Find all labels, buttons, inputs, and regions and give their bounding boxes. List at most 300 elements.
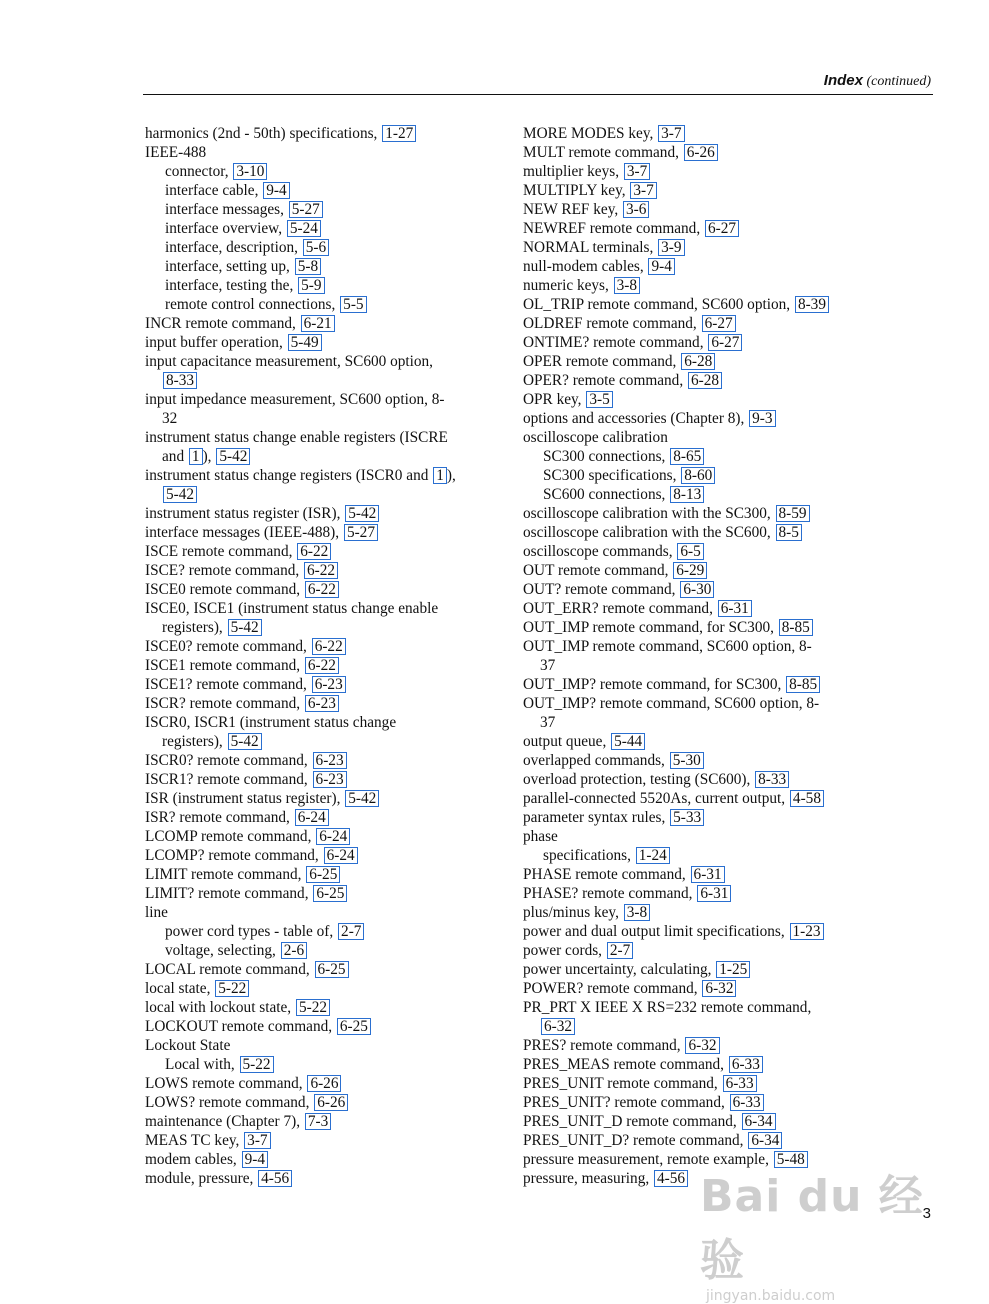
index-entry (523, 409, 873, 428)
page-reference-link[interactable]: 1-23 (790, 923, 824, 940)
index-entry-text: pressure, measuring, (523, 1170, 650, 1187)
page-reference-link[interactable]: 6-31 (718, 600, 752, 617)
index-entry-text: interface, setting up, (165, 258, 290, 275)
index-entry-text: LOCKOUT remote command, (145, 1018, 333, 1035)
watermark-logo: Bai du 经验 (700, 1171, 924, 1286)
index-entry-text: parallel-connected 5520As, current output, (523, 790, 786, 807)
page-reference-link[interactable]: 5-5 (340, 296, 366, 313)
index-entry-text: OUT_IMP? remote command, for SC300, (523, 676, 782, 693)
index-entry-text: output queue, (523, 733, 607, 750)
index-entry-text: local with lockout state, (145, 999, 292, 1016)
page-reference-link[interactable]: 6-34 (748, 1132, 782, 1149)
page-reference-link[interactable]: 6-33 (723, 1075, 757, 1092)
index-entry-text: harmonics (2nd - 50th) specifications, (145, 125, 378, 142)
index-entry-text: MEAS TC key, (145, 1132, 240, 1149)
page-reference-link[interactable]: 6-23 (305, 695, 339, 712)
index-entry-text: SC300 specifications, (543, 467, 677, 484)
page-reference-link[interactable]: 6-33 (729, 1056, 763, 1073)
index-entry-text: ISCR? remote command, (145, 695, 301, 712)
page-reference-link[interactable]: 5-42 (345, 505, 379, 522)
index-entry-text: line (145, 904, 168, 921)
page-reference-link[interactable]: 4-58 (790, 790, 824, 807)
page-reference-link[interactable]: 5-22 (296, 999, 330, 1016)
page-reference-link[interactable]: 8-33 (755, 771, 789, 788)
index-entry-text: LCOMP? remote command, (145, 847, 319, 864)
index-entry-text: PHASE? remote command, (523, 885, 693, 902)
index-entry (523, 922, 873, 941)
index-entry (145, 808, 495, 827)
index-entry (523, 1036, 873, 1055)
index-entry (145, 827, 495, 846)
page-reference-link[interactable]: 6-27 (708, 334, 742, 351)
page-reference-link[interactable]: 8-85 (779, 619, 813, 636)
page-reference-link[interactable]: 6-23 (313, 771, 347, 788)
index-entry (523, 124, 873, 143)
index-entry-text: oscilloscope calibration (523, 429, 668, 446)
index-entry (523, 504, 873, 523)
index-entry-text: LOWS? remote command, (145, 1094, 310, 1111)
index-entry (523, 390, 873, 409)
header-continued-label: (continued) (866, 74, 931, 89)
index-entry (145, 1150, 495, 1169)
index-entry (145, 675, 495, 694)
index-entry (523, 998, 873, 1017)
page-reference-link[interactable]: 6-26 (307, 1075, 341, 1092)
page-reference-link[interactable]: 8-85 (786, 676, 820, 693)
index-entry (145, 371, 495, 390)
index-entry (523, 903, 873, 922)
index-entry-text: interface, description, (165, 239, 298, 256)
index-entry (145, 1074, 495, 1093)
index-entry-text: OUT remote command, (523, 562, 669, 579)
index-entry (145, 922, 495, 941)
index-entry-text: interface, testing the, (165, 277, 294, 294)
index-entry (523, 1055, 873, 1074)
page-reference-link[interactable]: 5-49 (288, 334, 322, 351)
index-entry-text: LIMIT? remote command, (145, 885, 309, 902)
page-reference-link[interactable]: 6-24 (295, 809, 329, 826)
index-entry (523, 846, 873, 865)
index-entry-text: interface messages (IEEE-488), (145, 524, 340, 541)
page-reference-link[interactable]: 2-7 (338, 923, 364, 940)
page-reference-link[interactable]: 9-3 (749, 410, 775, 427)
index-entry-text: ISCE1 remote command, (145, 657, 301, 674)
index-entry (145, 257, 495, 276)
page-reference-link[interactable]: 6-25 (306, 866, 340, 883)
page-reference-link[interactable]: 2-6 (281, 942, 307, 959)
index-entry-text: Lockout State (145, 1037, 231, 1054)
index-entry (523, 1093, 873, 1112)
page-reference-link[interactable]: 1-25 (716, 961, 750, 978)
index-entry-text: PRES_UNIT_D remote command, (523, 1113, 737, 1130)
page-reference-link[interactable]: 6-33 (730, 1094, 764, 1111)
page-reference-link[interactable]: 6-31 (697, 885, 731, 902)
page-reference-link[interactable]: 5-42 (345, 790, 379, 807)
index-entry (145, 485, 495, 504)
index-entry (145, 314, 495, 333)
page-reference-link[interactable]: 5-8 (295, 258, 321, 275)
index-column-left (145, 124, 495, 1188)
index-entry-text: specifications, (543, 847, 631, 864)
index-entry (145, 238, 495, 257)
page-reference-link[interactable]: 8-33 (163, 372, 197, 389)
index-entry-text: power cord types - table of, (165, 923, 334, 940)
index-entry-text: PR_PRT X IEEE X RS=232 remote command, (523, 999, 812, 1016)
page-reference-link[interactable]: 5-42 (228, 733, 262, 750)
index-entry (145, 409, 495, 428)
index-entry (523, 599, 873, 618)
index-entry (523, 1074, 873, 1093)
index-entry-text: power cords, (523, 942, 603, 959)
index-entry-text: instrument status change enable registers (ISCRE (145, 429, 448, 446)
index-entry (145, 124, 495, 143)
index-entry-text: remote control connections, (165, 296, 336, 313)
page-reference-link[interactable]: 7-3 (305, 1113, 331, 1130)
page-reference-link[interactable]: 6-24 (324, 847, 358, 864)
index-entry-text: oscilloscope calibration with the SC300, (523, 505, 771, 522)
page-reference-link[interactable]: 8-5 (776, 524, 802, 541)
index-entry (145, 618, 495, 637)
page-reference-link[interactable]: 3-8 (614, 277, 640, 294)
index-entry-text: options and accessories (Chapter 8), (523, 410, 745, 427)
page-reference-link[interactable]: 4-56 (258, 1170, 292, 1187)
index-entry (523, 827, 873, 846)
index-entry-text: LOWS remote command, (145, 1075, 303, 1092)
page-reference-link[interactable]: 5-22 (240, 1056, 274, 1073)
index-entry-text: ISCE? remote command, (145, 562, 300, 579)
header-index-label: Index (823, 72, 863, 89)
index-entry (145, 504, 495, 523)
page-reference-link[interactable]: 5-6 (303, 239, 329, 256)
page-reference-link[interactable]: 6-26 (314, 1094, 348, 1111)
index-entry (523, 865, 873, 884)
index-entry-text: ), (202, 448, 212, 465)
index-entry-text: instrument status register (ISR), (145, 505, 341, 522)
page-reference-link[interactable]: 6-32 (702, 980, 736, 997)
index-entry-text: voltage, selecting, (165, 942, 276, 959)
index-entry (145, 713, 495, 732)
page-reference-link[interactable]: 6-22 (305, 581, 339, 598)
index-entry (523, 884, 873, 903)
index-entry-text: ISCE0 remote command, (145, 581, 301, 598)
page-reference-link[interactable]: 3-8 (624, 904, 650, 921)
index-entry-text: phase (523, 828, 558, 845)
index-entry-text: PRES_UNIT? remote command, (523, 1094, 725, 1111)
index-entry (523, 219, 873, 238)
index-entry-text: overload protection, testing (SC600), (523, 771, 751, 788)
index-entry (145, 979, 495, 998)
page-reference-link[interactable]: 3-6 (623, 201, 649, 218)
index-entry (145, 523, 495, 542)
page-reference-link[interactable]: 9-4 (242, 1151, 268, 1168)
baidu-watermark (700, 1160, 960, 1304)
index-entry-text: PHASE remote command, (523, 866, 686, 883)
index-entry (145, 1131, 495, 1150)
watermark-url: jingyan.baidu.com (706, 1288, 836, 1304)
index-entry (145, 884, 495, 903)
index-entry-text: ), (446, 467, 456, 484)
index-entry (523, 466, 873, 485)
page-reference-link[interactable]: 6-32 (685, 1037, 719, 1054)
index-entry (145, 466, 495, 485)
index-entry-text: SC300 connections, (543, 448, 666, 465)
index-entry (523, 200, 873, 219)
page-reference-link[interactable]: 1 (189, 448, 203, 465)
index-entry (523, 314, 873, 333)
index-entry-text: LOCAL remote command, (145, 961, 310, 978)
page-reference-link[interactable]: 6-26 (684, 144, 718, 161)
index-entry (145, 789, 495, 808)
index-entry-text: parameter syntax rules, (523, 809, 666, 826)
page-reference-link[interactable]: 6-27 (705, 220, 739, 237)
index-entry-text: numeric keys, (523, 277, 609, 294)
index-entry-text: POWER? remote command, (523, 980, 698, 997)
index-entry (145, 694, 495, 713)
index-entry (523, 276, 873, 295)
index-entry-text: ISCE remote command, (145, 543, 293, 560)
index-entry (523, 1017, 873, 1036)
page-reference-link[interactable]: 3-9 (658, 239, 684, 256)
page-reference-link[interactable]: 6-34 (742, 1113, 776, 1130)
index-entry (523, 352, 873, 371)
page-reference-link[interactable]: 6-29 (673, 562, 707, 579)
index-entry-text: ISR (instrument status register), (145, 790, 341, 807)
page-number: 3 (922, 1205, 931, 1222)
index-entry (523, 1112, 873, 1131)
page-reference-link[interactable]: 5-27 (344, 524, 378, 541)
index-entry-text: local state, (145, 980, 211, 997)
page-reference-link[interactable]: 5-9 (298, 277, 324, 294)
index-entry (145, 1093, 495, 1112)
index-entry (523, 542, 873, 561)
index-entry-text: ISR? remote command, (145, 809, 290, 826)
index-entry (523, 789, 873, 808)
index-entry (523, 257, 873, 276)
index-entry (145, 162, 495, 181)
page-reference-link[interactable]: 5-27 (289, 201, 323, 218)
index-entry-text: pressure measurement, remote example, (523, 1151, 769, 1168)
page-header (143, 62, 933, 95)
index-entry-text: PRES_MEAS remote command, (523, 1056, 724, 1073)
index-entry (523, 979, 873, 998)
index-entry-text: OPR key, (523, 391, 582, 408)
index-entry-text: module, pressure, (145, 1170, 254, 1187)
index-entry (523, 428, 873, 447)
header-title (824, 72, 931, 90)
index-entry-text: 32 (162, 410, 178, 427)
index-entry-text: registers), (162, 619, 223, 636)
index-entry (523, 143, 873, 162)
index-entry-text: input impedance measurement, SC600 option, 8- (145, 391, 445, 408)
index-entry-text: oscilloscope commands, (523, 543, 673, 560)
index-entry-text: 37 (540, 714, 556, 731)
index-entry-text: IEEE-488 (145, 144, 207, 161)
page-reference-link[interactable]: 6-5 (677, 543, 703, 560)
index-entry (145, 333, 495, 352)
index-entry (523, 713, 873, 732)
index-entry-text: 37 (540, 657, 556, 674)
index-entry (145, 447, 495, 466)
index-entry (523, 732, 873, 751)
index-entry (145, 181, 495, 200)
index-entry (523, 162, 873, 181)
page-reference-link[interactable]: 3-7 (244, 1132, 270, 1149)
index-entry-text: and (162, 448, 185, 465)
index-entry (145, 542, 495, 561)
page-reference-link[interactable]: 3-5 (586, 391, 612, 408)
index-entry-text: ISCR0? remote command, (145, 752, 308, 769)
page-reference-link[interactable]: 3-10 (233, 163, 267, 180)
page-reference-link[interactable]: 6-30 (680, 581, 714, 598)
page-reference-link[interactable]: 5-30 (670, 752, 704, 769)
index-entry-text: LCOMP remote command, (145, 828, 312, 845)
page-reference-link[interactable]: 5-42 (216, 448, 250, 465)
index-entry-text: OUT_IMP remote command, for SC300, (523, 619, 774, 636)
page-reference-link[interactable]: 8-65 (670, 448, 704, 465)
index-entry (145, 656, 495, 675)
index-entry (523, 523, 873, 542)
index-entry (523, 561, 873, 580)
page-reference-link[interactable]: 6-31 (691, 866, 725, 883)
index-entry-text: ISCE0, ISCE1 (instrument status change enable (145, 600, 439, 617)
page-reference-link[interactable]: 6-22 (305, 657, 339, 674)
page-reference-link[interactable]: 6-25 (315, 961, 349, 978)
index-entry-text: modem cables, (145, 1151, 237, 1168)
index-entry (523, 694, 873, 713)
index-entry-text: ISCE1? remote command, (145, 676, 307, 693)
index-entry (145, 295, 495, 314)
page-reference-link[interactable]: 2-7 (607, 942, 633, 959)
page-reference-link[interactable]: 5-22 (215, 980, 249, 997)
index-entry (145, 1112, 495, 1131)
index-entry-text: registers), (162, 733, 223, 750)
page-reference-link[interactable]: 5-42 (163, 486, 197, 503)
index-entry (145, 580, 495, 599)
index-entry (523, 751, 873, 770)
index-entry-text: connector, (165, 163, 229, 180)
page-reference-link[interactable]: 6-32 (541, 1018, 575, 1035)
index-entry (145, 1017, 495, 1036)
index-entry-text: interface messages, (165, 201, 284, 218)
page-reference-link[interactable]: 5-44 (611, 733, 645, 750)
index-entry-text: power uncertainty, calculating, (523, 961, 712, 978)
index-entry-text: ISCE0? remote command, (145, 638, 307, 655)
index-entry (145, 865, 495, 884)
page-reference-link[interactable]: 5-42 (228, 619, 262, 636)
index-entry (145, 960, 495, 979)
page-reference-link[interactable]: 8-39 (795, 296, 829, 313)
index-entry (523, 181, 873, 200)
index-entry-text: LIMIT remote command, (145, 866, 302, 883)
index-entry (145, 219, 495, 238)
index-entry-text: PRES? remote command, (523, 1037, 681, 1054)
page-reference-link[interactable]: 5-33 (670, 809, 704, 826)
index-entry-text: INCR remote command, (145, 315, 296, 332)
index-entry-text: ONTIME? remote command, (523, 334, 704, 351)
index-entry (145, 903, 495, 922)
index-entry-text: maintenance (Chapter 7), (145, 1113, 301, 1130)
index-entry-text: multiplier keys, (523, 163, 620, 180)
index-entry (145, 1036, 495, 1055)
page-reference-link[interactable]: 6-22 (304, 562, 338, 579)
page-reference-link[interactable]: 1-27 (382, 125, 416, 142)
index-entry (523, 637, 873, 656)
page-reference-link[interactable]: 6-23 (313, 752, 347, 769)
page-reference-link[interactable]: 6-22 (297, 543, 331, 560)
page-reference-link[interactable]: 6-28 (688, 372, 722, 389)
page-reference-link[interactable]: 9-4 (648, 258, 674, 275)
index-entry (523, 447, 873, 466)
page-reference-link[interactable]: 6-22 (312, 638, 346, 655)
index-entry (145, 561, 495, 580)
index-entry (523, 618, 873, 637)
page-reference-link[interactable]: 6-23 (312, 676, 346, 693)
page-reference-link[interactable]: 1 (433, 467, 447, 484)
page-reference-link[interactable]: 8-60 (681, 467, 715, 484)
index-entry (145, 770, 495, 789)
index-entry-text: null-modem cables, (523, 258, 644, 275)
index-entry (523, 656, 873, 675)
page-reference-link[interactable]: 5-48 (774, 1151, 808, 1168)
index-entry-text: ISCR1? remote command, (145, 771, 308, 788)
index-entry-text: OUT_IMP remote command, SC600 option, 8- (523, 638, 812, 655)
index-entry (145, 941, 495, 960)
page-reference-link[interactable]: 6-21 (301, 315, 335, 332)
index-entry-text: MULT remote command, (523, 144, 679, 161)
index-entry (145, 390, 495, 409)
index-entry-text: input capacitance measurement, SC600 option, (145, 353, 434, 370)
index-entry-text: OUT_IMP? remote command, SC600 option, 8- (523, 695, 820, 712)
page-reference-link[interactable]: 3-7 (624, 163, 650, 180)
index-entry (145, 637, 495, 656)
index-entry (145, 599, 495, 618)
page-reference-link[interactable]: 6-25 (313, 885, 347, 902)
page-reference-link[interactable]: 9-4 (263, 182, 289, 199)
index-entry (145, 143, 495, 162)
index-entry-text: OLDREF remote command, (523, 315, 697, 332)
index-entry-text: Local with, (165, 1056, 235, 1073)
page-reference-link[interactable]: 3-7 (658, 125, 684, 142)
index-entry (523, 333, 873, 352)
page-reference-link[interactable]: 4-56 (654, 1170, 688, 1187)
page-reference-link[interactable]: 6-25 (337, 1018, 371, 1035)
index-entry (523, 485, 873, 504)
index-entry (523, 770, 873, 789)
index-entry (145, 428, 495, 447)
page-reference-link[interactable]: 8-59 (776, 505, 810, 522)
index-entry (523, 238, 873, 257)
index-entry-text: SC600 connections, (543, 486, 666, 503)
page-reference-link[interactable]: 6-24 (316, 828, 350, 845)
index-entry (145, 200, 495, 219)
index-entry-text: PRES_UNIT remote command, (523, 1075, 718, 1092)
page-reference-link[interactable]: 5-24 (287, 220, 321, 237)
page-reference-link[interactable]: 6-27 (702, 315, 736, 332)
page-reference-link[interactable]: 3-7 (630, 182, 656, 199)
index-entry (523, 295, 873, 314)
page-reference-link[interactable]: 6-28 (681, 353, 715, 370)
index-entry (523, 941, 873, 960)
page-reference-link[interactable]: 8-13 (670, 486, 704, 503)
index-entry (145, 998, 495, 1017)
index-entry-text: oscilloscope calibration with the SC600, (523, 524, 771, 541)
page-reference-link[interactable]: 1-24 (636, 847, 670, 864)
index-entry (145, 1055, 495, 1074)
index-entry-text: power and dual output limit specifications, (523, 923, 785, 940)
index-entry-text: OPER? remote command, (523, 372, 684, 389)
index-entry-text: ISCR0, ISCR1 (instrument status change (145, 714, 397, 731)
index-entry (523, 1131, 873, 1150)
